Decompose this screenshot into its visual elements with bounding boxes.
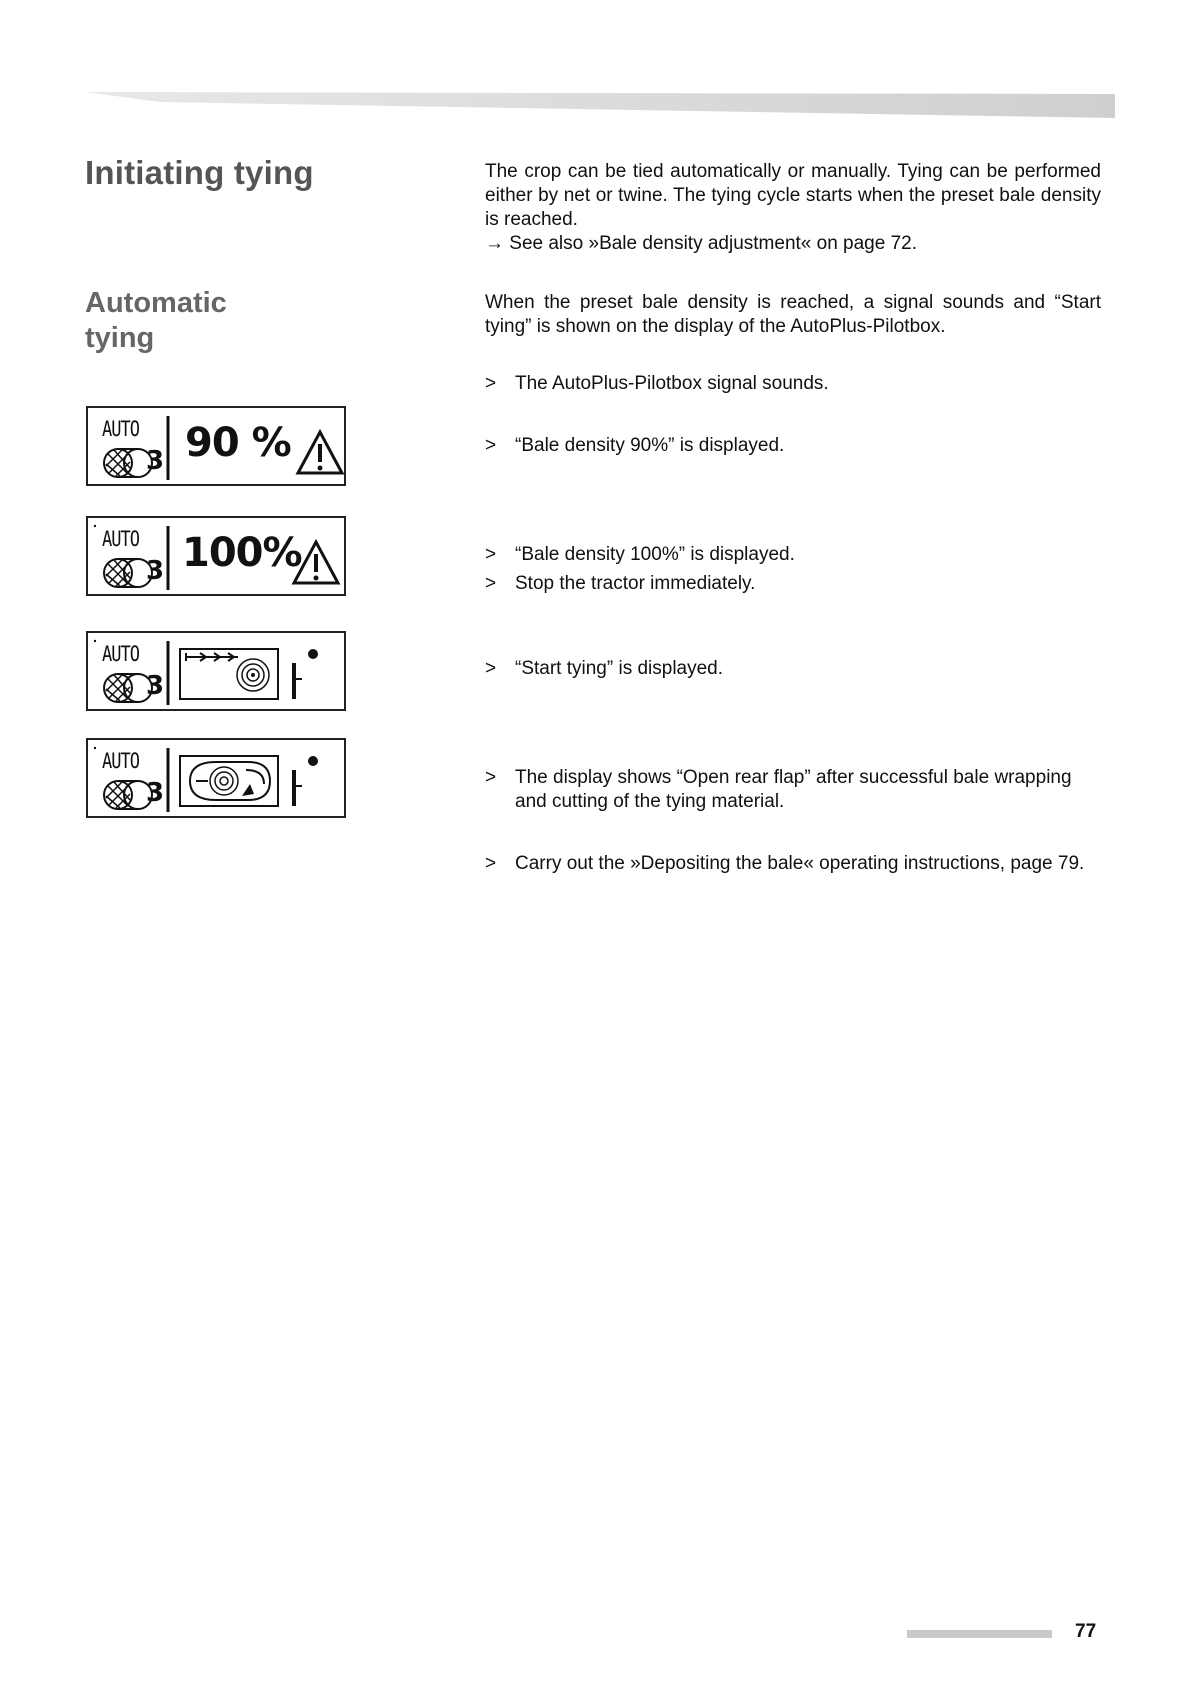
auto-label: AUTO: [102, 749, 139, 774]
step-marker: >: [485, 544, 497, 565]
see-also-reference: → See also »Bale density adjustment« on page 72.: [485, 233, 918, 254]
bale-count: 3: [146, 671, 165, 701]
pilotbox-display-start-tying: [86, 631, 346, 711]
bale-count: 3: [146, 446, 165, 476]
step-marker: >: [485, 573, 497, 594]
step-item: [485, 766, 1101, 814]
step-marker: >: [485, 435, 497, 456]
twine-indicator-icon: [294, 649, 318, 699]
bale-count: 3: [146, 778, 165, 808]
pilotbox-display-100: [86, 516, 346, 596]
twine-indicator-icon: [294, 756, 318, 806]
page-title: Initiating tying: [85, 154, 314, 191]
section-heading-line-2: tying: [85, 322, 155, 354]
automatic-tying-paragraph: When the preset bale density is reached, a signal sounds and “Start tying” is shown on the display of the AutoPlus-Pilotbox.: [485, 292, 1101, 337]
page-number: 77: [1075, 1621, 1097, 1642]
step-text: Stop the tractor immediately.: [515, 573, 756, 594]
open-rear-flap-icon: [180, 756, 278, 806]
step-marker: >: [485, 853, 497, 874]
step-item: [485, 434, 1101, 458]
step-item: [485, 372, 1101, 396]
step-text: The AutoPlus-Pilotbox signal sounds.: [515, 373, 829, 394]
header-decoration: [0, 0, 1190, 130]
footer-decoration: [907, 1630, 1052, 1638]
bale-count: 3: [146, 556, 165, 586]
auto-label: AUTO: [102, 642, 139, 667]
step-text: “Start tying” is displayed.: [515, 658, 724, 679]
warning-triangle-icon: [298, 432, 342, 473]
step-marker: >: [485, 767, 497, 788]
step-text: The display shows “Open rear flap” after successful bale wrapping and cutting of the tying material.: [515, 767, 1072, 812]
bale-icon: [104, 781, 152, 809]
density-value: 100%: [182, 530, 302, 576]
auto-label: AUTO: [102, 527, 139, 552]
step-marker: >: [485, 658, 497, 679]
start-tying-icon: [180, 649, 278, 699]
step-text: “Bale density 100%” is displayed.: [515, 544, 795, 565]
step-item: [485, 657, 1101, 681]
step-text: “Bale density 90%” is displayed.: [515, 435, 785, 456]
pilotbox-display-90: [86, 406, 346, 486]
section-heading: [85, 286, 345, 356]
auto-label: AUTO: [102, 417, 139, 442]
step-text: Carry out the »Depositing the bale« operating instructions, page 79.: [515, 853, 1085, 874]
step-item: [485, 572, 1101, 596]
bale-icon: [104, 674, 152, 702]
step-item: [485, 852, 1101, 876]
step-marker: >: [485, 373, 497, 394]
section-heading-line-1: Automatic: [85, 287, 227, 319]
pilotbox-display-open-rear-flap: [86, 738, 346, 818]
intro-paragraph: The crop can be tied automatically or manually. Tying can be performed either by net or twine. The tying cycle starts when the preset bale density is reached.: [485, 161, 1101, 230]
density-value: 90 %: [185, 420, 291, 466]
step-item: [485, 543, 1101, 567]
